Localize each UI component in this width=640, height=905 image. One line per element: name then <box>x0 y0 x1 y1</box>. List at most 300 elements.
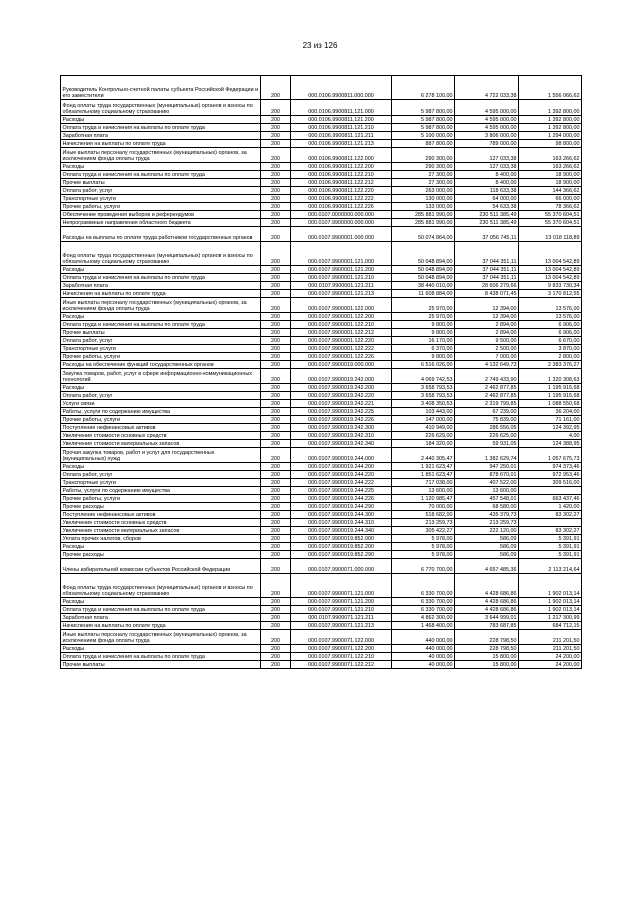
table-row <box>61 645 582 653</box>
row-approved-cell: 11 608 884,00 <box>392 290 455 298</box>
row-name-cell: Поступление нефинансовых активов <box>61 424 261 432</box>
row-code-cell: 200 <box>261 424 291 432</box>
row-kbk-cell: 000.0107.9900001.122.222 <box>291 345 392 353</box>
row-name-cell: Оплата работ, услуг <box>61 471 261 479</box>
row-kbk-cell: 000.0107.9900019.244.000 <box>291 448 392 463</box>
row-unexecuted-cell: 13 004 542,89 <box>519 266 582 274</box>
table-row <box>61 353 582 361</box>
row-kbk-cell: 000.0107.9900071.121.213 <box>291 622 392 630</box>
row-unexecuted-cell: 5 391,91 <box>519 543 582 551</box>
row-unexecuted-cell: 98 800,00 <box>519 140 582 148</box>
table-row <box>61 503 582 511</box>
row-unexecuted-cell: 36 204,00 <box>519 408 582 416</box>
row-code-cell: 200 <box>261 337 291 345</box>
row-approved-cell: 2 440 305,47 <box>392 448 455 463</box>
row-executed-cell: 54 633,38 <box>455 203 519 211</box>
row-name-cell: Оплата труда и начисления на выплаты по оплате труда <box>61 171 261 179</box>
row-approved-cell: 4 069 742,53 <box>392 369 455 384</box>
row-name-cell: Обеспечение проведения выборов и референдумов <box>61 211 261 219</box>
row-kbk-cell: 000.0107.9900001.122.000 <box>291 298 392 313</box>
row-name-cell: Расходы на обеспечение функций государственных органов <box>61 361 261 369</box>
row-code-cell: 200 <box>261 440 291 448</box>
row-unexecuted-cell: 211 201,50 <box>519 645 582 653</box>
table-row <box>61 448 582 463</box>
row-executed-cell: 2 894,00 <box>455 329 519 337</box>
row-executed-cell: 9 500,00 <box>455 337 519 345</box>
row-code-cell: 200 <box>261 321 291 329</box>
row-unexecuted-cell: 55 370 604,51 <box>519 219 582 227</box>
row-unexecuted-cell: 1 902 013,14 <box>519 574 582 598</box>
table-row <box>61 511 582 519</box>
row-code-cell: 200 <box>261 187 291 195</box>
row-approved-cell: 103 443,00 <box>392 408 455 416</box>
row-unexecuted-cell <box>519 519 582 527</box>
table-row <box>61 124 582 132</box>
table-row <box>61 384 582 392</box>
row-kbk-cell: 000.0106.9900811.122.000 <box>291 148 392 163</box>
row-kbk-cell: 000.0106.9900811.122.226 <box>291 203 392 211</box>
row-code-cell: 200 <box>261 574 291 598</box>
table-row <box>61 219 582 227</box>
table-row <box>61 298 582 313</box>
row-code-cell: 200 <box>261 219 291 227</box>
row-code-cell: 200 <box>261 100 291 116</box>
row-kbk-cell: 000.0107.9900001.121.200 <box>291 266 392 274</box>
table-row <box>61 416 582 424</box>
row-code-cell: 200 <box>261 116 291 124</box>
table-row <box>61 487 582 495</box>
table-row <box>61 392 582 400</box>
row-code-cell: 200 <box>261 329 291 337</box>
row-approved-cell: 13 600,00 <box>392 487 455 495</box>
row-kbk-cell: 000.0107.9900071.122.000 <box>291 630 392 645</box>
row-kbk-cell: 000.0107.9900001.000.000 <box>291 227 392 242</box>
row-executed-cell: 4 132 649,73 <box>455 361 519 369</box>
row-kbk-cell: 000.0106.9900811.122.200 <box>291 163 392 171</box>
table-row <box>61 630 582 645</box>
row-unexecuted-cell: 124 392,95 <box>519 424 582 432</box>
row-kbk-cell: 000.0107.9900019.852.000 <box>291 535 392 543</box>
row-approved-cell: 6 370,00 <box>392 345 455 353</box>
row-approved-cell: 213 259,73 <box>392 519 455 527</box>
row-unexecuted-cell: 1 057 675,73 <box>519 448 582 463</box>
table-row <box>61 187 582 195</box>
row-name-cell: Руководитель Контрольно-счетной палаты субъекта Российской Федерации и его заместители <box>61 76 261 100</box>
row-approved-cell: 130 000,00 <box>392 195 455 203</box>
row-name-cell: Фонд оплаты труда государственных (муниципальных) органов и взносы по обязательному социальному страхованию <box>61 242 261 266</box>
row-executed-cell: 4 595 000,00 <box>455 116 519 124</box>
row-unexecuted-cell: 1 902 013,14 <box>519 606 582 614</box>
row-unexecuted-cell: 1 392 800,00 <box>519 116 582 124</box>
table-row <box>61 622 582 630</box>
row-kbk-cell: 000.0107.9900019.244.310 <box>291 519 392 527</box>
row-executed-cell: 407 522,00 <box>455 479 519 487</box>
table-row <box>61 266 582 274</box>
row-approved-cell: 226 629,00 <box>392 432 455 440</box>
row-name-cell: Начисления на выплаты по оплате труда <box>61 290 261 298</box>
row-unexecuted-cell: 9 833 730,34 <box>519 282 582 290</box>
row-name-cell: Расходы <box>61 645 261 653</box>
table-row <box>61 148 582 163</box>
row-kbk-cell: 000.0107.9900019.242.226 <box>291 416 392 424</box>
row-approved-cell: 3 658 793,53 <box>392 384 455 392</box>
row-name-cell: Иные выплаты персоналу государственных (муниципальных) органов, за исключением фонда оплаты труда <box>61 298 261 313</box>
table-row <box>61 179 582 187</box>
row-unexecuted-cell: 163 266,62 <box>519 148 582 163</box>
row-approved-cell: 410 949,00 <box>392 424 455 432</box>
row-approved-cell: 6 330 700,00 <box>392 606 455 614</box>
row-kbk-cell: 000.0106.9900811.121.210 <box>291 124 392 132</box>
row-executed-cell: 37 056 745,11 <box>455 227 519 242</box>
row-code-cell: 200 <box>261 227 291 242</box>
row-approved-cell: 40 000,00 <box>392 653 455 661</box>
row-code-cell: 200 <box>261 148 291 163</box>
row-approved-cell: 1 468 400,00 <box>392 622 455 630</box>
row-kbk-cell: 000.0107.9900001.122.220 <box>291 337 392 345</box>
row-approved-cell: 887 800,00 <box>392 140 455 148</box>
table-row <box>61 559 582 574</box>
row-approved-cell: 290 300,00 <box>392 163 455 171</box>
row-executed-cell: 127 033,38 <box>455 148 519 163</box>
table-row <box>61 440 582 448</box>
row-code-cell: 200 <box>261 479 291 487</box>
row-code-cell: 200 <box>261 535 291 543</box>
row-kbk-cell: 000.0107.9900019.244.300 <box>291 511 392 519</box>
row-kbk-cell: 000.0106.9900811.122.210 <box>291 171 392 179</box>
row-executed-cell: 2 462 877,85 <box>455 384 519 392</box>
row-approved-cell: 25 970,00 <box>392 313 455 321</box>
row-kbk-cell: 000.0107.9900019.244.220 <box>291 471 392 479</box>
row-name-cell: Расходы на выплаты по оплате труда работников государственных органов <box>61 227 261 242</box>
table-row <box>61 408 582 416</box>
row-code-cell: 200 <box>261 353 291 361</box>
row-name-cell: Оплата труда и начисления на выплаты по оплате труда <box>61 124 261 132</box>
row-name-cell: Начисления на выплаты по оплате труда <box>61 622 261 630</box>
row-approved-cell: 5 987 800,00 <box>392 100 455 116</box>
row-code-cell: 200 <box>261 543 291 551</box>
row-kbk-cell: 000.0107.9900019.242.221 <box>291 400 392 408</box>
row-approved-cell: 147 000,00 <box>392 416 455 424</box>
row-kbk-cell: 000.0107.9900001.122.226 <box>291 353 392 361</box>
table-row <box>61 321 582 329</box>
table-row <box>61 242 582 266</box>
row-approved-cell: 25 970,00 <box>392 298 455 313</box>
row-executed-cell: 4 428 686,86 <box>455 598 519 606</box>
row-executed-cell: 68 580,00 <box>455 503 519 511</box>
row-executed-cell: 457 548,01 <box>455 495 519 503</box>
row-unexecuted-cell: 1 420,00 <box>519 503 582 511</box>
table-row <box>61 203 582 211</box>
row-unexecuted-cell: 663 437,46 <box>519 495 582 503</box>
row-executed-cell: 64 000,00 <box>455 195 519 203</box>
row-approved-cell: 3 658 793,53 <box>392 392 455 400</box>
row-executed-cell: 947 250,01 <box>455 463 519 471</box>
row-name-cell: Заработная плата <box>61 132 261 140</box>
row-approved-cell: 9 800,00 <box>392 353 455 361</box>
row-kbk-cell: 000.0107.9900000.000.000 <box>291 219 392 227</box>
row-executed-cell: 878 670,01 <box>455 471 519 479</box>
row-unexecuted-cell: 18 900,00 <box>519 171 582 179</box>
row-name-cell: Оплата труда и начисления на выплаты по оплате труда <box>61 274 261 282</box>
row-code-cell: 200 <box>261 290 291 298</box>
table-row <box>61 171 582 179</box>
row-name-cell: Увеличение стоимости материальных запасов <box>61 440 261 448</box>
row-code-cell: 200 <box>261 606 291 614</box>
row-unexecuted-cell: 1 088 550,68 <box>519 400 582 408</box>
row-unexecuted-cell: 71 161,00 <box>519 416 582 424</box>
row-approved-cell: 27 300,00 <box>392 171 455 179</box>
table-row <box>61 313 582 321</box>
row-unexecuted-cell: 6 906,00 <box>519 321 582 329</box>
row-unexecuted-cell: 684 712,15 <box>519 622 582 630</box>
row-unexecuted-cell: 1 556 066,62 <box>519 76 582 100</box>
row-name-cell: Иные выплаты персоналу государственных (муниципальных) органов, за исключением фонда оплаты труда <box>61 148 261 163</box>
row-unexecuted-cell: 3 170 812,55 <box>519 290 582 298</box>
row-code-cell: 200 <box>261 76 291 100</box>
row-executed-cell: 228 798,50 <box>455 630 519 645</box>
row-name-cell: Увеличение стоимости основных средств <box>61 432 261 440</box>
row-name-cell: Расходы <box>61 463 261 471</box>
row-unexecuted-cell: 13 576,00 <box>519 298 582 313</box>
row-name-cell: Прочие выплаты <box>61 661 261 669</box>
row-unexecuted-cell: 55 370 604,51 <box>519 211 582 219</box>
row-executed-cell: 286 556,05 <box>455 424 519 432</box>
row-code-cell: 200 <box>261 495 291 503</box>
row-unexecuted-cell: 1 902 013,14 <box>519 598 582 606</box>
row-kbk-cell: 000.0107.9900019.244.225 <box>291 487 392 495</box>
row-code-cell: 200 <box>261 361 291 369</box>
table-row <box>61 614 582 622</box>
row-name-cell: Прочие работы, услуги <box>61 203 261 211</box>
row-kbk-cell: 000.0107.9900019.244.340 <box>291 527 392 535</box>
row-name-cell: Прочие работы, услуги <box>61 353 261 361</box>
row-executed-cell: 1 382 629,74 <box>455 448 519 463</box>
row-executed-cell: 226 625,00 <box>455 432 519 440</box>
row-executed-cell: 783 687,85 <box>455 622 519 630</box>
row-executed-cell: 127 033,38 <box>455 163 519 171</box>
table-row <box>61 606 582 614</box>
row-approved-cell: 38 440 010,00 <box>392 282 455 290</box>
row-approved-cell: 263 000,00 <box>392 187 455 195</box>
table-row <box>61 400 582 408</box>
row-name-cell: Расходы <box>61 116 261 124</box>
row-unexecuted-cell <box>519 487 582 495</box>
row-code-cell: 200 <box>261 519 291 527</box>
row-unexecuted-cell: 4,00 <box>519 432 582 440</box>
row-name-cell: Непрограммные направления областного бюджета <box>61 219 261 227</box>
table-row <box>61 361 582 369</box>
row-unexecuted-cell: 6 906,00 <box>519 329 582 337</box>
row-executed-cell: 28 606 279,66 <box>455 282 519 290</box>
row-executed-cell: 3 644 999,01 <box>455 614 519 622</box>
row-unexecuted-cell: 309 516,00 <box>519 479 582 487</box>
row-executed-cell: 228 798,50 <box>455 645 519 653</box>
row-code-cell: 200 <box>261 661 291 669</box>
row-code-cell: 200 <box>261 559 291 574</box>
row-name-cell: Транспортные услуги <box>61 345 261 353</box>
budget-table <box>60 75 582 669</box>
row-code-cell: 200 <box>261 527 291 535</box>
row-kbk-cell: 000.0107.0000000.000.000 <box>291 211 392 219</box>
row-approved-cell: 290 300,00 <box>392 148 455 163</box>
table-row <box>61 274 582 282</box>
row-kbk-cell: 000.0107.9900019.242.220 <box>291 392 392 400</box>
row-code-cell: 200 <box>261 132 291 140</box>
row-kbk-cell: 000.0107.9900071.121.211 <box>291 614 392 622</box>
row-executed-cell: 2 319 799,85 <box>455 400 519 408</box>
row-name-cell: Закупка товаров, работ, услуг в сфере информационно-коммуникационных технологий <box>61 369 261 384</box>
row-kbk-cell: 000.0107.9900019.244.226 <box>291 495 392 503</box>
row-executed-cell: 789 000,00 <box>455 140 519 148</box>
row-executed-cell: 37 044 351,11 <box>455 266 519 274</box>
row-name-cell: Транспортные услуги <box>61 195 261 203</box>
row-approved-cell: 9 800,00 <box>392 329 455 337</box>
row-executed-cell: 8 438 071,45 <box>455 290 519 298</box>
row-executed-cell: 4 428 686,86 <box>455 606 519 614</box>
row-unexecuted-cell: 18 900,00 <box>519 179 582 187</box>
row-approved-cell: 70 000,00 <box>392 503 455 511</box>
row-executed-cell: 4 595 000,00 <box>455 100 519 116</box>
row-executed-cell: 67 239,00 <box>455 408 519 416</box>
row-approved-cell: 5 100 000,00 <box>392 132 455 140</box>
row-code-cell: 200 <box>261 282 291 290</box>
row-kbk-cell: 000.0107.9900071.000.000 <box>291 559 392 574</box>
row-approved-cell: 1 120 985,47 <box>392 495 455 503</box>
row-approved-cell: 50 048 894,00 <box>392 266 455 274</box>
row-approved-cell: 133 000,00 <box>392 203 455 211</box>
row-executed-cell: 2 462 877,85 <box>455 392 519 400</box>
row-kbk-cell: 000.0106.9900811.121.000 <box>291 100 392 116</box>
row-code-cell: 200 <box>261 274 291 282</box>
table-row <box>61 100 582 116</box>
row-code-cell: 200 <box>261 622 291 630</box>
row-kbk-cell: 000.0106.9900811.121.213 <box>291 140 392 148</box>
row-kbk-cell: 000.0107.9900019.242.200 <box>291 384 392 392</box>
row-approved-cell: 285 881 990,00 <box>392 219 455 227</box>
row-unexecuted-cell: 1 195 915,68 <box>519 392 582 400</box>
row-code-cell: 200 <box>261 195 291 203</box>
row-kbk-cell: 000.0107.9900001.122.200 <box>291 313 392 321</box>
row-name-cell: Заработная плата <box>61 282 261 290</box>
row-code-cell: 200 <box>261 463 291 471</box>
row-unexecuted-cell: 144 366,62 <box>519 187 582 195</box>
row-kbk-cell: 000.0107.9900071.122.212 <box>291 661 392 669</box>
row-unexecuted-cell: 24 200,00 <box>519 661 582 669</box>
row-unexecuted-cell: 1 195 915,68 <box>519 384 582 392</box>
row-code-cell: 200 <box>261 645 291 653</box>
table-row <box>61 337 582 345</box>
row-executed-cell: 4 722 033,38 <box>455 76 519 100</box>
table-row <box>61 661 582 669</box>
row-code-cell: 200 <box>261 313 291 321</box>
row-code-cell: 200 <box>261 171 291 179</box>
row-executed-cell: 2 500,00 <box>455 345 519 353</box>
table-row <box>61 163 582 171</box>
row-unexecuted-cell: 2 800,00 <box>519 353 582 361</box>
row-approved-cell: 6 770 700,00 <box>392 559 455 574</box>
row-kbk-cell: 000.0107.9900071.122.210 <box>291 653 392 661</box>
row-name-cell: Услуги связи <box>61 400 261 408</box>
row-code-cell: 200 <box>261 511 291 519</box>
budget-table-body <box>61 76 582 669</box>
row-name-cell: Расходы <box>61 598 261 606</box>
row-executed-cell: 37 044 351,11 <box>455 242 519 266</box>
table-row <box>61 329 582 337</box>
table-row <box>61 290 582 298</box>
row-approved-cell: 518 682,00 <box>392 511 455 519</box>
row-kbk-cell: 000.0107.9900001.122.210 <box>291 321 392 329</box>
row-name-cell: Работы, услуги по содержанию имущества <box>61 487 261 495</box>
row-name-cell: Прочие работы, услуги <box>61 495 261 503</box>
row-code-cell: 200 <box>261 471 291 479</box>
row-name-cell: Прочие выплаты <box>61 179 261 187</box>
row-approved-cell: 6 278 100,00 <box>392 76 455 100</box>
row-executed-cell: 7 000,00 <box>455 353 519 361</box>
row-unexecuted-cell: 2 383 376,27 <box>519 361 582 369</box>
row-name-cell: Начисления на выплаты по оплате труда <box>61 140 261 148</box>
table-row <box>61 132 582 140</box>
row-kbk-cell: 000.0107.9900019.244.222 <box>291 479 392 487</box>
row-approved-cell: 6 516 026,00 <box>392 361 455 369</box>
row-name-cell: Расходы <box>61 543 261 551</box>
row-name-cell: Прочая закупка товаров, работ и услуг для государственных (муниципальных) нужд <box>61 448 261 463</box>
row-executed-cell: 4 428 686,86 <box>455 574 519 598</box>
row-name-cell: Оплата труда и начисления на выплаты по оплате труда <box>61 321 261 329</box>
row-approved-cell: 16 170,00 <box>392 337 455 345</box>
row-name-cell: Транспортные услуги <box>61 479 261 487</box>
row-approved-cell: 440 000,00 <box>392 645 455 653</box>
row-kbk-cell: 000.0107.9900001.122.212 <box>291 329 392 337</box>
row-executed-cell: 8 400,00 <box>455 179 519 187</box>
row-code-cell: 200 <box>261 211 291 219</box>
row-kbk-cell: 000.0107.9900001.121.000 <box>291 242 392 266</box>
row-name-cell: Расходы <box>61 266 261 274</box>
row-code-cell: 200 <box>261 203 291 211</box>
row-kbk-cell: 000.0106.9900811.000.000 <box>291 76 392 100</box>
row-name-cell: Оплата работ, услуг <box>61 337 261 345</box>
row-kbk-cell: 000.0107.9900001.121.211 <box>291 282 392 290</box>
row-code-cell: 200 <box>261 400 291 408</box>
row-kbk-cell: 000.0107.9900019.242.300 <box>291 424 392 432</box>
row-executed-cell: 15 800,00 <box>455 661 519 669</box>
row-executed-cell: 222 120,00 <box>455 527 519 535</box>
row-name-cell: Иные выплаты персоналу государственных (муниципальных) органов, за исключением фонда оплаты труда <box>61 630 261 645</box>
row-code-cell: 200 <box>261 392 291 400</box>
row-executed-cell: 2 749 433,90 <box>455 369 519 384</box>
row-unexecuted-cell: 1 217 300,99 <box>519 614 582 622</box>
row-name-cell: Члены избирательной комиссии субъектов Российской Федерации <box>61 559 261 574</box>
table-row <box>61 345 582 353</box>
row-unexecuted-cell: 1 392 800,00 <box>519 124 582 132</box>
table-row <box>61 227 582 242</box>
row-unexecuted-cell: 13 018 118,89 <box>519 227 582 242</box>
table-row <box>61 424 582 432</box>
row-approved-cell: 50 048 894,00 <box>392 274 455 282</box>
row-approved-cell: 40 000,00 <box>392 661 455 669</box>
row-kbk-cell: 000.0107.9900071.122.200 <box>291 645 392 653</box>
row-code-cell: 200 <box>261 369 291 384</box>
row-approved-cell: 6 330 700,00 <box>392 598 455 606</box>
row-kbk-cell: 000.0107.9900019.242.000 <box>291 369 392 384</box>
row-code-cell: 200 <box>261 242 291 266</box>
row-name-cell: Расходы <box>61 384 261 392</box>
row-unexecuted-cell: 972 953,46 <box>519 471 582 479</box>
row-code-cell: 200 <box>261 630 291 645</box>
row-code-cell: 200 <box>261 345 291 353</box>
row-code-cell: 200 <box>261 384 291 392</box>
row-kbk-cell: 000.0107.9900001.121.210 <box>291 274 392 282</box>
row-name-cell: Поступление нефинансовых активов <box>61 511 261 519</box>
